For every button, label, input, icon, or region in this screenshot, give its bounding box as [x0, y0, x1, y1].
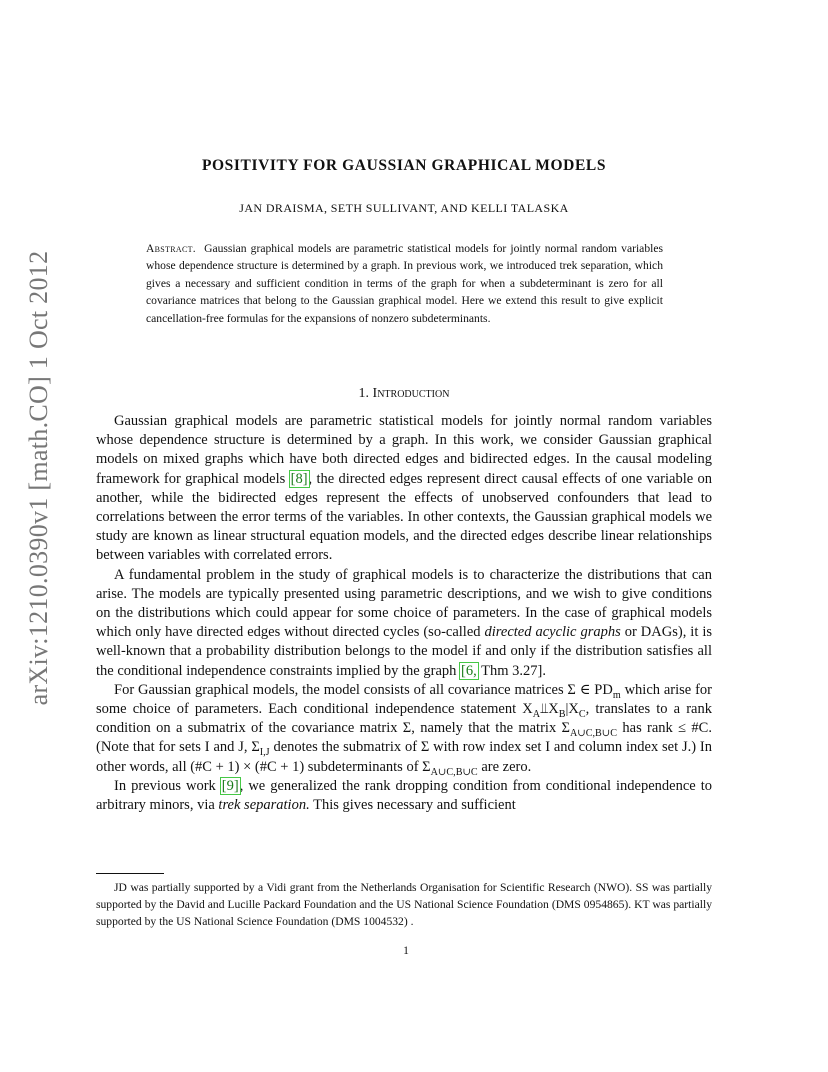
paragraph-text: or DAGs), it is well-known that a probability distribution belongs to the model if and only if the distribution satisfies all the conditional independence constraints implied by the graph — [96, 624, 713, 679]
paragraph-text: For Gaussian graphical models, the model consists of all covariance matrices Σ ∈ PD — [114, 681, 613, 698]
paper-title: POSITIVITY FOR GAUSSIAN GRAPHICAL MODELS — [201, 157, 607, 174]
footnote: JD was partially supported by a Vidi grant from the Netherlands Organisation for Scientific Research (NWO). SS was partially supported by the David and Lucille Packard Foundation and the US National Science Foundation (DMS 0954865). KT was partially supported by the US National Science Foundation (DMS 1004532) . — [96, 881, 712, 929]
paragraph-3 — [96, 681, 712, 777]
abstract-label: Abstract. — [146, 242, 196, 255]
paragraph-text: Gaussian graphical models are parametric statistical models for jointly normal random variables whose dependence structure is determined by a graph. In this work, we consider Gaussian graphical models on mixed graphs which have both directed edges and bidirected edges. In the causal modeling framework for graphical models — [96, 413, 712, 487]
section-heading — [96, 386, 712, 402]
arxiv-stamp: arXiv:1210.0390v1 [math.CO] 1 Oct 2012 — [24, 250, 53, 706]
paragraph-text: , we generalized the rank dropping condition from conditional independence to arbitrary minors, via — [96, 777, 712, 814]
body-text — [96, 412, 712, 815]
abstract — [146, 240, 663, 327]
citation-link[interactable]: [6, — [461, 662, 477, 679]
math-subscript: A∪C,B∪C — [569, 728, 618, 740]
math-subscript: A — [532, 708, 541, 720]
paragraph-4 — [96, 777, 712, 815]
math-subscript: A∪C,B∪C — [430, 766, 478, 778]
page-number: 1 — [403, 944, 409, 957]
footnote-rule — [96, 873, 164, 874]
paragraph-text: which arise for some choice of parameters. Each conditional independence statement X — [96, 681, 712, 718]
paragraph-text: denotes the submatrix of Σ with row index set I and column index set J.) In other words, all (#C + 1) × (#C + 1) subdeterminants of Σ — [96, 739, 712, 775]
citation-link[interactable]: [8] — [290, 470, 308, 487]
paragraph-text: , the directed edges represent direct causal effects of one variable on another, while the bidirected edges represent the effects of unobserved confounders that lead to correlations between the error terms of the variables. In other contexts, the Gaussian graphical models we study are known as linear structural equation models, and the directed edges describe linear relationships between variables with correlated errors. — [96, 470, 713, 564]
paragraph-text: In previous work — [114, 777, 216, 794]
math-subscript: I,J — [259, 747, 270, 759]
paragraph-text: |X — [565, 701, 579, 718]
paragraph-text: are zero. — [477, 758, 532, 775]
paragraph-text: A fundamental problem in the study of graphical models is to characterize the distributions that can arise. The models are typically presented using parametric descriptions, and we wish to give conditions on the distributions which could appear for some choice of parameters. In the case of graphical models which only have directed edges without directed cycles (so-called — [96, 566, 712, 641]
paragraph-1 — [96, 412, 712, 566]
math-subscript: B — [558, 708, 566, 720]
emphasis-text: trek separation. — [218, 797, 310, 814]
paragraph-text: , translates to a rank condition on a submatrix of the covariance matrix Σ, namely that the matrix Σ — [96, 701, 712, 737]
paragraph-text: has rank ≤ #C. (Note that for sets I and J, Σ — [96, 720, 712, 756]
emphasis-text: directed acyclic graphs — [484, 624, 621, 641]
paragraph-text: This gives necessary and sufficient — [313, 797, 516, 814]
math-subscript: m — [612, 689, 621, 701]
paragraph-2 — [96, 566, 712, 681]
paragraph-text: Thm 3.27]. — [481, 662, 546, 679]
citation-link[interactable]: [9] — [221, 777, 239, 794]
arxiv-sidebar — [18, 250, 60, 706]
section-title: Introduction — [372, 386, 450, 401]
section-number: 1. — [358, 386, 370, 401]
math-subscript: C — [578, 708, 586, 720]
paper-authors: JAN DRAISMA, SETH SULLIVANT, AND KELLI TALASKA — [239, 201, 569, 215]
paragraph-text: ⫫X — [540, 701, 559, 718]
abstract-text: Gaussian graphical models are parametric statistical models for jointly normal random variables whose dependence structure is determined by a graph. In previous work, we introduced trek separation, which gives a necessary and sufficient condition in terms of the graph for when a subdeterminant is zero for all covariance matrices that belong to the Gaussian graphical model. Here we extend this result to give explicit cancellation-free formulas for the expansions of nonzero subdeterminants. — [146, 242, 663, 325]
